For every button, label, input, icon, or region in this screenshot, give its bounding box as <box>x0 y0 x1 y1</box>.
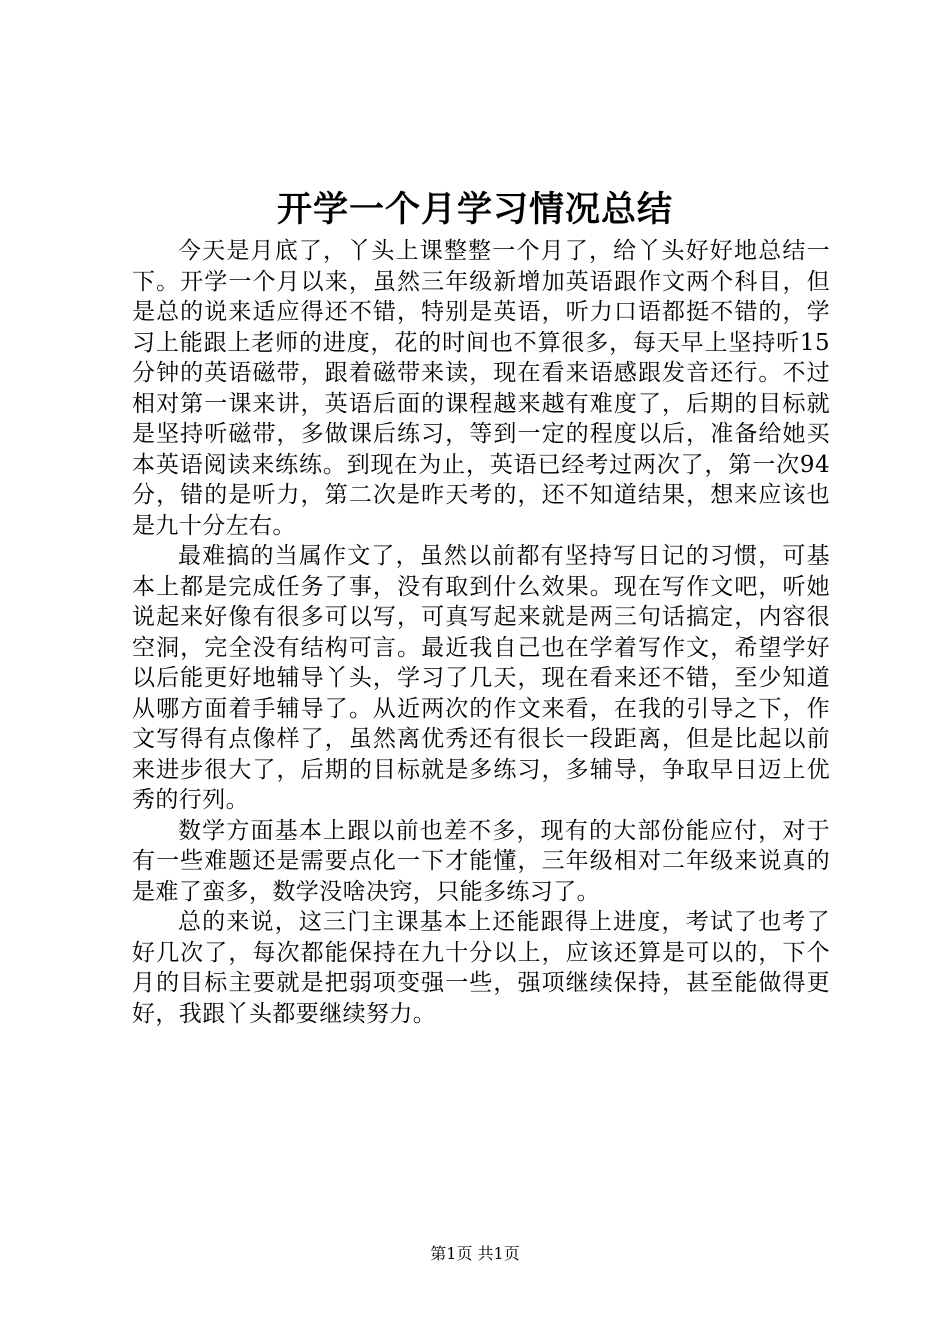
document-title: 开学一个月学习情况总结 <box>276 189 673 230</box>
paragraph-1: 今天是月底了，丫头上课整整一个月了，给丫头好好地总结一下。开学一个月以来，虽然三年级新增加英语跟作文两个科目，但是总的说来适应得还不错，特别是英语，听力口语都挺不错的，学习上能跟上老师的进度，花的时间也不算很多，每天早上坚持听15分钟的英语磁带，跟着磁带来读，现在看来语感跟发音还行。不过相对第一课来讲，英语后面的课程越来越有难度了，后期的目标就是坚持听磁带，多做课后练习，等到一定的程度以后，准备给她买本英语阅读来练练。到现在为止，英语已经考过两次了，第一次94分，错的是听力，第二次是昨天考的，还不知道结果，想来应该也是九十分左右。 <box>132 238 830 539</box>
document-body <box>132 236 830 1029</box>
paragraph-4: 总的来说，这三门主课基本上还能跟得上进度，考试了也考了好几次了，每次都能保持在九十分以上，应该还算是可以的，下个月的目标主要就是把弱项变强一些，强项继续保持，甚至能做得更好，我跟丫头都要继续努力。 <box>132 909 830 1027</box>
page-footer: 第1页 共1页 <box>430 1244 520 1263</box>
paragraph-2: 最难搞的当属作文了，虽然以前都有坚持写日记的习惯，可基本上都是完成任务了事，没有取到什么效果。现在写作文吧，听她说起来好像有很多可以写，可真写起来就是两三句话搞定，内容很空洞，完全没有结构可言。最近我自己也在学着写作文，希望学好以后能更好地辅导丫头，学习了几天，现在看来还不错，至少知道从哪方面着手辅导了。从近两次的作文来看，在我的引导之下，作文写得有点像样了，虽然离优秀还有很长一段距离，但是比起以前来进步很大了，后期的目标就是多练习，多辅导，争取早日迈上优秀的行列。 <box>132 543 830 813</box>
paragraph-3: 数学方面基本上跟以前也差不多，现有的大部份能应付，对于有一些难题还是需要点化一下才能懂，三年级相对二年级来说真的是难了蛮多，数学没啥决窍，只能多练习了。 <box>132 817 830 905</box>
